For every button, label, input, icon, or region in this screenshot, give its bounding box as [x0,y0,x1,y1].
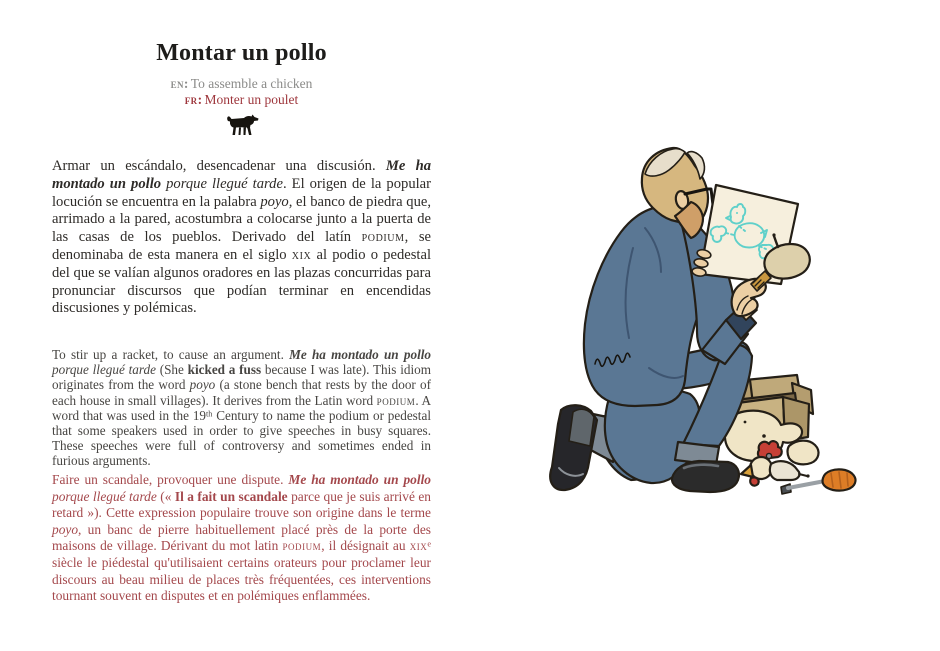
paragraph-spanish: Armar un escándalo, desencadenar una discusión. Me ha montado un pollo porque llegué tarde. El origen de la popular locución se encuentra en la palabra poyo, el banco de piedra que, arrimado a la pared, acostumbra a colocarse junto a la puerta de las casas de los pueblos. Derivado del latín podium, se denominaba de esta manera en el siglo xix al podio o pedestal del que se valían algunos oradores en las plazas concurridas para pronunciar discursos que podían terminar en encendidas discusiones y polémicas. [52,158,432,317]
translation-fr-text: Monter un poulet [204,92,299,107]
paragraph-english: To stir up a racket, to cause an argument. Me ha montado un pollo porque llegué tarde (She kicked a fuss because I was late). This idiom originates from the word poyo (a stone bench that rests by the door of each house in small villages). It derives from the Latin word podium. A word that was used in the 19th Century to name the podium or pedestal that some speakers used in order to give speeches in busy squares. These speeches were full of controversy and sometimes ended in furious arguments. [52,347,431,469]
right-page [545,128,925,600]
translation-english [52,76,431,92]
screwdriver-shaft [788,481,825,488]
toy-chicken-beak [741,465,753,477]
toy-chicken-wattle [750,477,758,485]
illustration-man-assembling-chicken [545,128,925,600]
dog-icon [52,112,431,144]
translation-fr-label: fr: [184,92,203,107]
left-page [52,40,431,620]
translation-en-text: To assemble a chicken [190,76,313,91]
translation-en-label: en: [170,76,189,91]
toy-chicken-wing [788,441,819,465]
paragraph-french: Faire un scandale, provoquer une dispute. Me ha montado un pollo porque llegué tarde (« Il a fait un scandale parce que je suis arrivé en retard »). Cette expression populaire trouve son origine dans le terme poyo, un banc de pierre habituellement placé près de la porte des maisons de village. Dérivant du mot latin podium, il désignait au xix$^e$ siècle le piédestal qu'utilisaient certains orateurs pour proclamer leur discours au beau milieu de places très fréquentées, ces interventions tournant souvent en disputes et en polémiques enflammées. [52,472,431,604]
translation-french [52,92,431,108]
page-title: Montar un pollo [156,40,327,66]
